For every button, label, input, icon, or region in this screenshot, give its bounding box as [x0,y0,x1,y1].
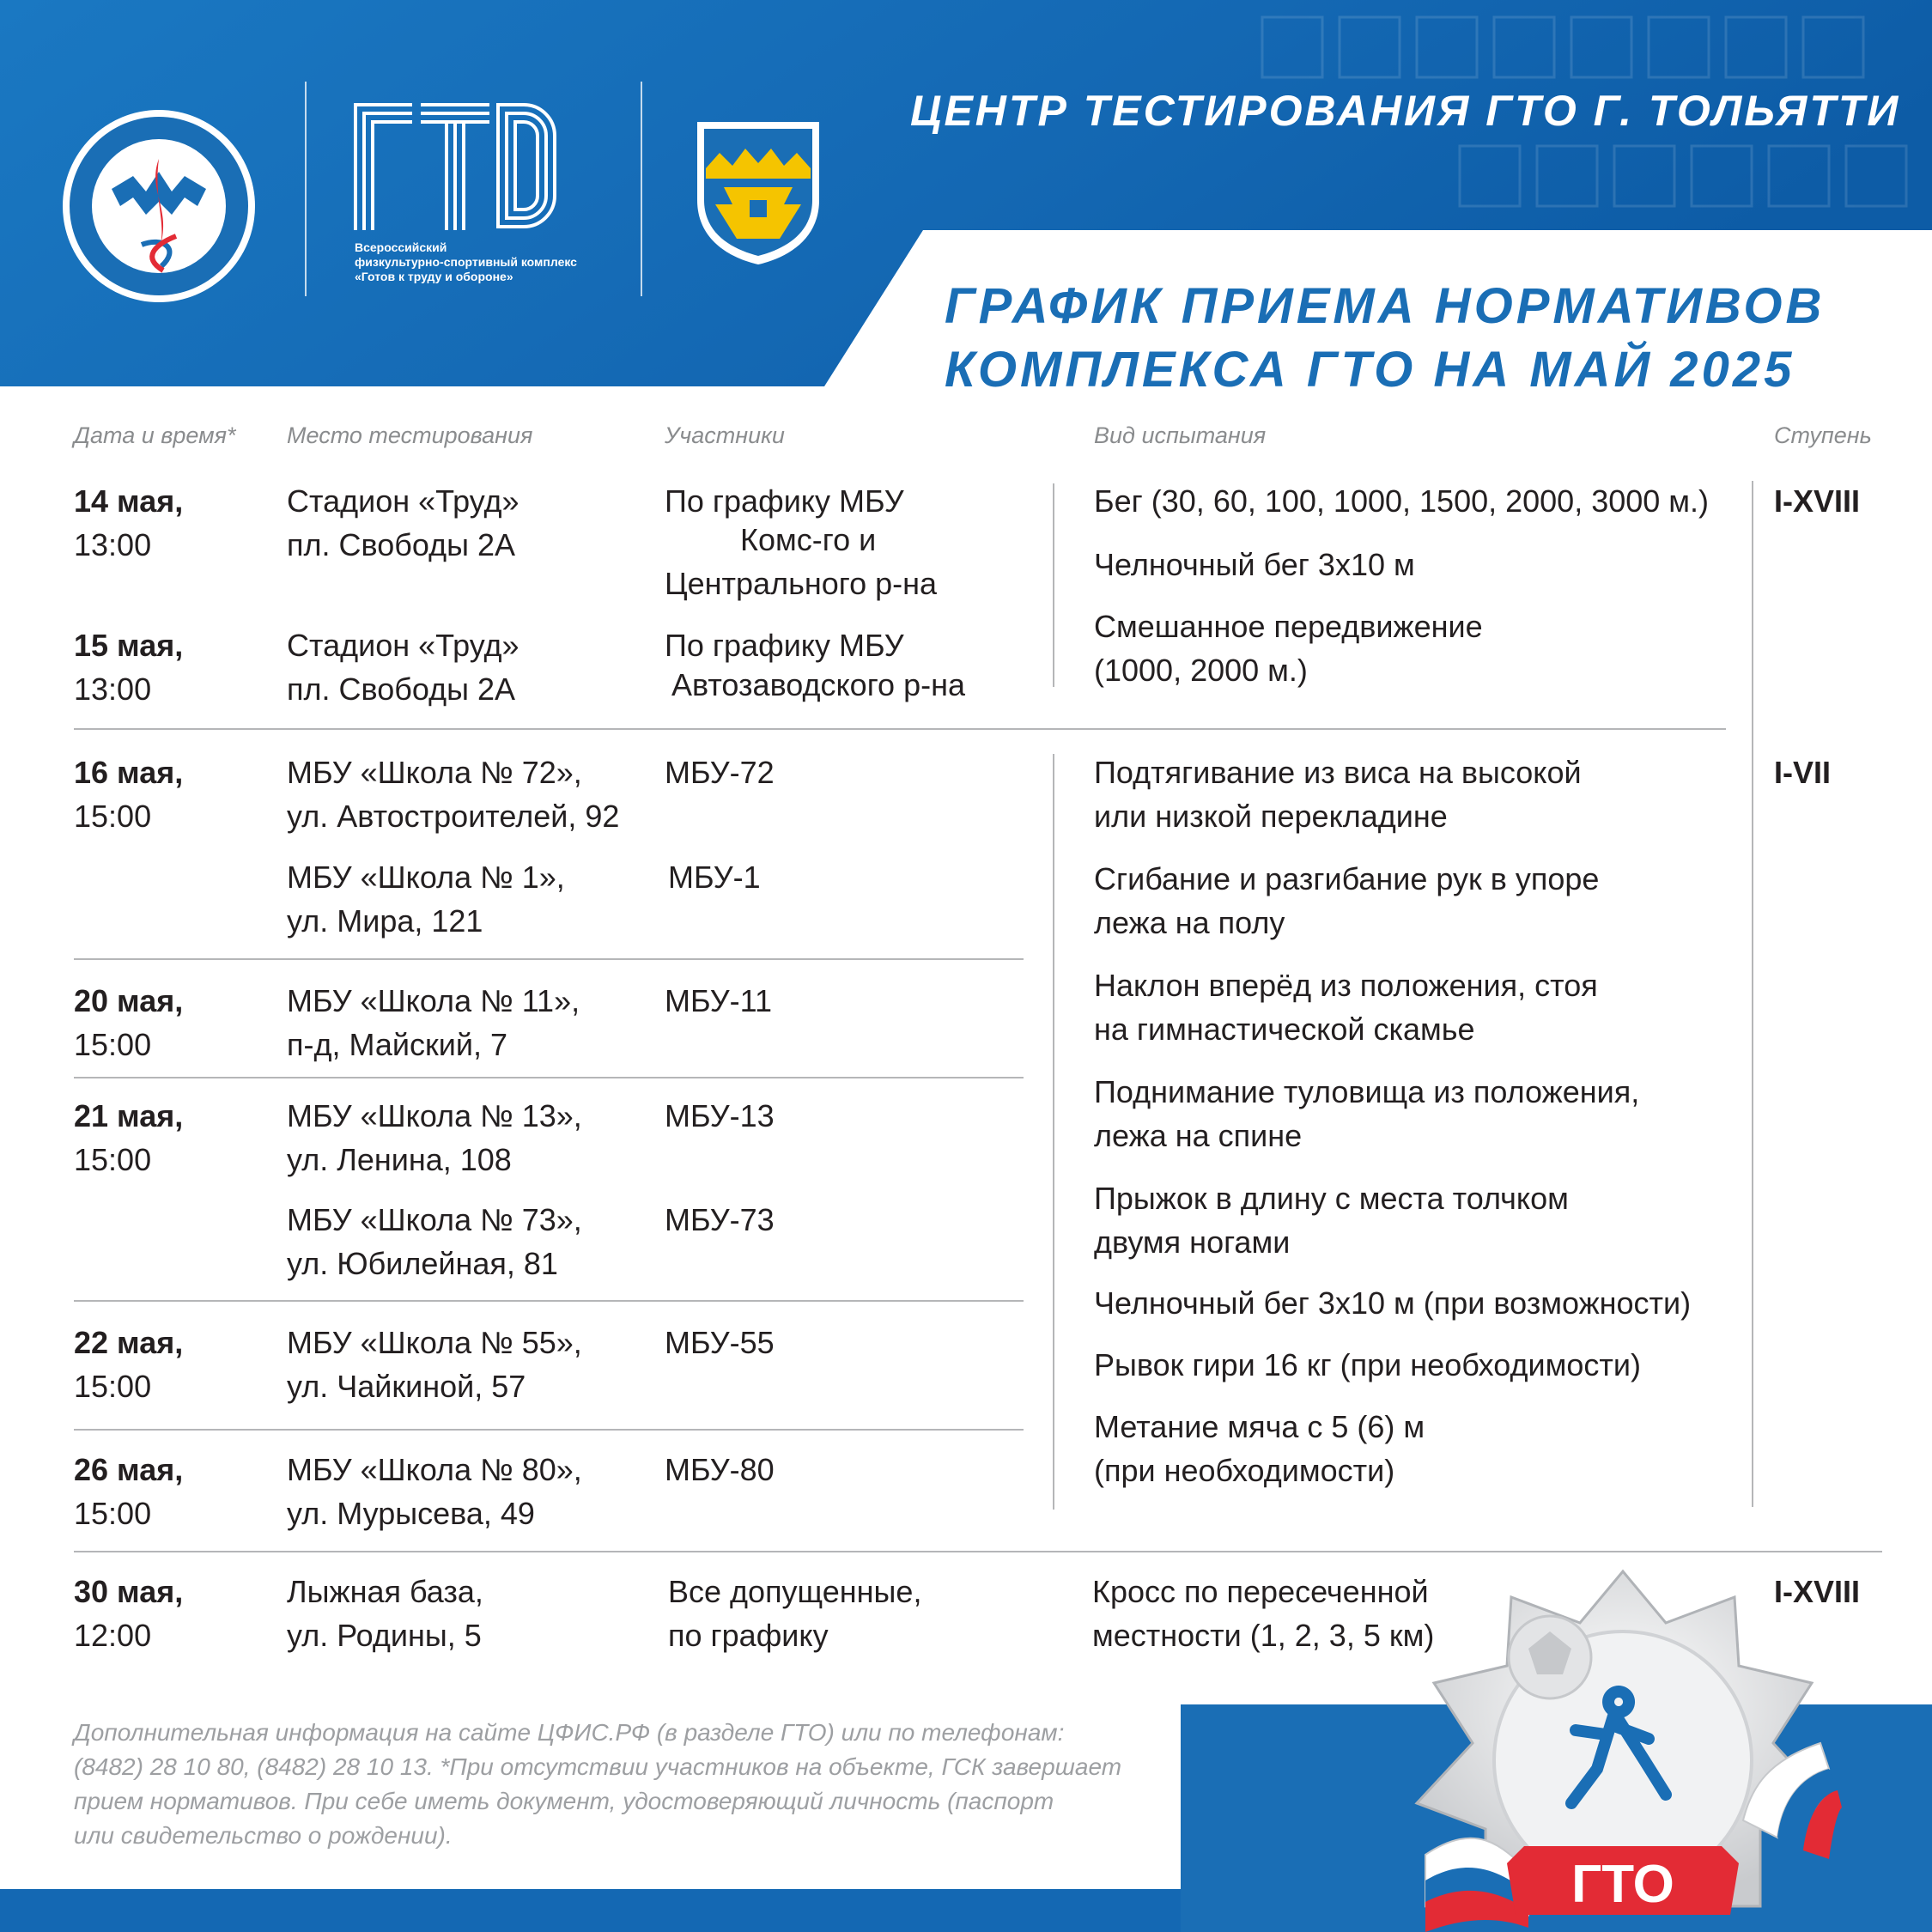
test-item: на гимнастической скамье [1094,1012,1475,1047]
test-item: Кросс по пересеченной [1092,1574,1429,1609]
test-item: Прыжок в длину с места толчком [1094,1181,1569,1216]
stage-value: I-XVIII [1774,483,1861,519]
row-place: Стадион «Труд» [287,628,519,663]
row-address: ул. Родины, 5 [287,1618,482,1653]
test-item: (1000, 2000 м.) [1094,653,1308,688]
row-time: 13:00 [74,527,152,562]
row-participants: Комс-го и [740,522,877,557]
row-participants: По графику МБУ [665,483,904,519]
row-participants: по графику [668,1618,829,1653]
row-address: ул. Юбилейная, 81 [287,1246,558,1281]
test-item: Метание мяча с 5 (6) м [1094,1409,1425,1444]
row-place: МБУ «Школа № 11», [287,983,580,1018]
row-participants: Все допущенные, [668,1574,922,1609]
row-place: МБУ «Школа № 13», [287,1098,582,1133]
row-date: 26 мая, [74,1452,184,1487]
row-participants: МБУ-11 [665,983,773,1018]
row-time: 15:00 [74,799,152,834]
row-time: 12:00 [74,1618,152,1653]
row-address: п-д, Майский, 7 [287,1027,508,1062]
gto-caption [355,240,577,284]
test-item: или низкой перекладине [1094,799,1448,834]
column-header-date: Дата и время* [74,422,236,448]
row-place: МБУ «Школа № 72», [287,755,582,790]
row-participants: МБУ-72 [665,755,775,790]
row-divider [74,728,1726,730]
gto-caption-line: «Готов к труду и обороне» [355,270,513,283]
page-title-line: ГРАФИК ПРИЕМА НОРМАТИВОВ [945,278,1826,334]
column-divider [1053,754,1054,1510]
row-address: пл. Свободы 2А [287,671,516,707]
gto-logo-icon [352,101,558,230]
gto-caption-line: Всероссийский [355,240,447,254]
row-participants: Автозаводского р-на [671,667,965,702]
test-item: лежа на спине [1094,1118,1303,1153]
test-item: Наклон вперёд из положения, стоя [1094,968,1598,1003]
row-date: 21 мая, [74,1098,184,1133]
footnote-line: Дополнительная информация на сайте ЦФИС.РФ (в разделе ГТО) или по телефонам: [74,1719,1065,1746]
page-title-line: КОМПЛЕКСА ГТО НА МАЙ 2025 [945,342,1795,398]
row-place: МБУ «Школа № 80», [287,1452,582,1487]
test-item: Челночный бег 3х10 м (при возможности) [1094,1285,1692,1321]
row-address: пл. Свободы 2А [287,527,516,562]
row-participants: По графику МБУ [665,628,904,663]
gto-silver-badge-icon [1400,1563,1846,1932]
row-time: 15:00 [74,1027,152,1062]
row-address: ул. Мира, 121 [287,903,483,939]
test-item: Подтягивание из виса на высокой [1094,755,1582,790]
row-time: 15:00 [74,1369,152,1404]
row-address: ул. Чайкиной, 57 [287,1369,526,1404]
row-divider [74,1077,1024,1078]
row-participants: Центрального р-на [665,566,938,601]
badge-text: ГТО [1571,1855,1674,1914]
column-header-place: Место тестирования [287,422,533,448]
row-date: 16 мая, [74,755,184,790]
center-title: ЦЕНТР ТЕСТИРОВАНИЯ ГТО Г. ТОЛЬЯТТИ [910,87,1901,135]
row-divider [74,1300,1024,1302]
row-participants: МБУ-13 [665,1098,775,1133]
row-address: ул. Автостроителей, 92 [287,799,620,834]
stage-value: I-VII [1774,755,1832,790]
row-place: МБУ «Школа № 55», [287,1325,582,1360]
city-coat-of-arms-icon [694,118,823,266]
column-header-participants: Участники [665,422,785,448]
column-divider [1752,481,1753,1507]
test-item: местности (1, 2, 3, 5 км) [1092,1618,1435,1653]
test-item: (при необходимости) [1094,1453,1395,1488]
row-place: МБУ «Школа № 73», [287,1202,582,1237]
column-header-stage: Ступень [1774,422,1872,448]
row-participants: МБУ-73 [665,1202,775,1237]
row-date: 22 мая, [74,1325,184,1360]
column-divider [1053,483,1054,687]
footnote-line: прием нормативов. При себе иметь документ, удостоверяющий личность (паспорт [74,1788,1054,1814]
test-item: двумя ногами [1094,1224,1291,1260]
row-divider [74,1551,1882,1552]
test-item: Сгибание и разгибание рук в упоре [1094,861,1600,896]
row-time: 15:00 [74,1142,152,1177]
row-address: ул. Мурысева, 49 [287,1496,535,1531]
row-participants: МБУ-55 [665,1325,775,1360]
test-item: Челночный бег 3х10 м [1094,547,1415,582]
row-divider [74,1429,1024,1431]
test-item: Рывок гири 16 кг (при необходимости) [1094,1347,1641,1382]
footnote [74,1716,1190,1853]
row-place: Лыжная база, [287,1574,483,1609]
row-date: 30 мая, [74,1574,184,1609]
sport-center-emblem-icon [60,107,258,305]
footnote-line: (8482) 28 10 80, (8482) 28 10 13. *При отсутствии участников на объекте, ГСК завершает [74,1753,1122,1780]
row-divider [74,958,1024,960]
header-divider [641,82,642,296]
header-divider [305,82,307,296]
test-item: лежа на полу [1094,905,1285,940]
gto-caption-line: физкультурно-спортивный комплекс [355,255,577,269]
row-date: 14 мая, [74,483,184,519]
stage-value: I-XVIII [1774,1574,1861,1609]
row-address: ул. Ленина, 108 [287,1142,512,1177]
row-place: МБУ «Школа № 1», [287,860,565,895]
row-time: 13:00 [74,671,152,707]
footnote-line: или свидетельство о рождении). [74,1822,453,1849]
row-participants: МБУ-1 [668,860,761,895]
row-participants: МБУ-80 [665,1452,775,1487]
column-header-test: Вид испытания [1094,422,1267,448]
row-date: 20 мая, [74,983,184,1018]
row-time: 15:00 [74,1496,152,1531]
test-item: Поднимание туловища из положения, [1094,1074,1640,1109]
test-item: Бег (30, 60, 100, 1000, 1500, 2000, 3000 м.) [1094,483,1710,519]
row-date: 15 мая, [74,628,184,663]
row-place: Стадион «Труд» [287,483,519,519]
test-item: Смешанное передвижение [1094,609,1483,644]
